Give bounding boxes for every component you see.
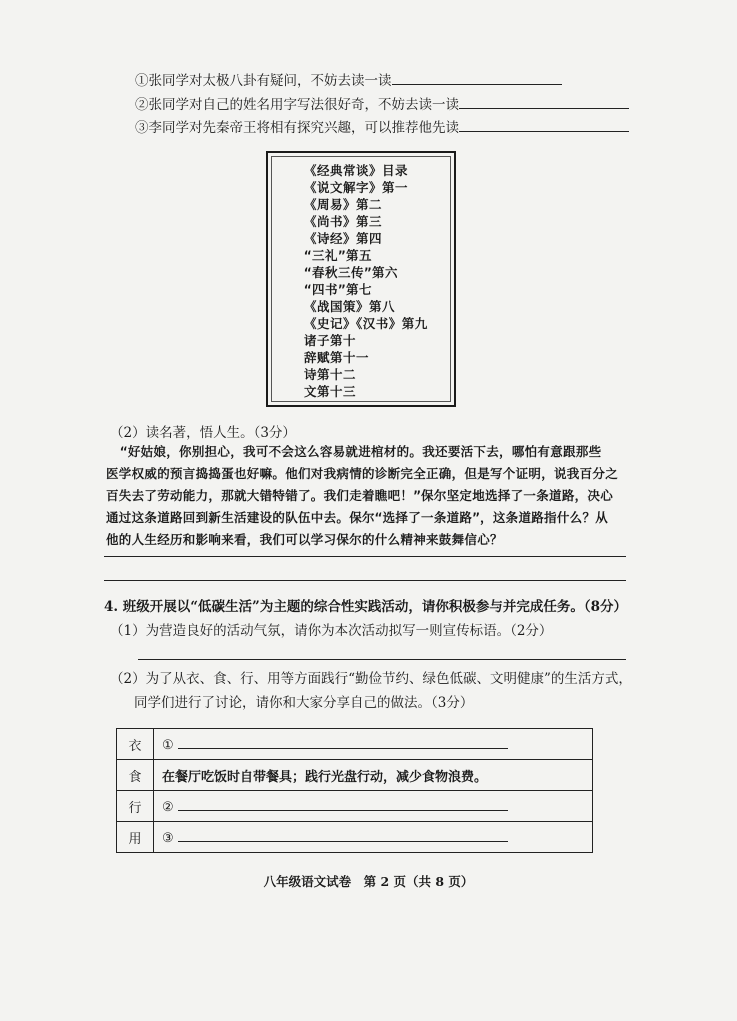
row-mark: ② bbox=[162, 799, 174, 815]
catalog-item: 《战国策》第八 bbox=[304, 299, 396, 314]
page-footer: 八年级语文试卷 第 2 页（共 8 页） bbox=[263, 874, 474, 889]
q4-sub1: （1）为营造良好的活动气氛，请你为本次活动拟写一则宣传标语。（2分） bbox=[110, 623, 553, 639]
practice-table bbox=[116, 728, 593, 853]
catalog-item: 诗第十二 bbox=[304, 367, 357, 382]
catalog-item: 文第十三 bbox=[304, 384, 357, 399]
passage-line: 医学权威的预言捣捣蛋也好嘛。他们对我病情的诊断完全正确，但是写个证明，说我百分之 bbox=[106, 466, 619, 481]
catalog-item: “春秋三传”第六 bbox=[304, 265, 399, 280]
catalog-item: 《诗经》第四 bbox=[304, 231, 383, 246]
answer-blank[interactable] bbox=[392, 72, 562, 85]
answer-blank[interactable] bbox=[459, 96, 629, 109]
q1-item-1-text: ①张同学对太极八卦有疑问，不妨去读一读 bbox=[135, 73, 392, 89]
answer-line[interactable] bbox=[104, 556, 626, 557]
table-row bbox=[117, 791, 593, 822]
answer-blank[interactable] bbox=[178, 829, 508, 842]
catalog-item: 辞赋第十一 bbox=[304, 350, 370, 365]
q4-title: 4. 班级开展以“低碳生活”为主题的综合性实践活动，请你积极参与并完成任务。（8分） bbox=[104, 599, 627, 615]
q1-item-3-text: ③李同学对先秦帝王将相有探究兴趣，可以推荐他先读 bbox=[135, 120, 459, 136]
passage-line: 百失去了劳动能力，那就大错特错了。我们走着瞧吧！”保尔坚定地选择了一条道路，决心 bbox=[106, 488, 614, 503]
answer-line[interactable] bbox=[138, 659, 626, 660]
row-key: 衣 bbox=[117, 729, 154, 760]
catalog-item: 诸子第十 bbox=[304, 333, 357, 348]
catalog-item: 《说文解字》第一 bbox=[304, 180, 409, 195]
q2-title: （2）读名著，悟人生。（3分） bbox=[110, 425, 296, 441]
row-mark: ① bbox=[162, 737, 174, 753]
row-value[interactable] bbox=[154, 729, 593, 760]
row-value: 在餐厅吃饭时自带餐具；践行光盘行动，减少食物浪费。 bbox=[154, 760, 593, 791]
passage-line: “好姑娘，你别担心，我可不会这么容易就进棺材的。我还要活下去，哪怕有意跟那些 bbox=[120, 444, 602, 459]
q1-item-1 bbox=[135, 72, 562, 90]
row-key: 用 bbox=[117, 822, 154, 853]
row-key: 行 bbox=[117, 791, 154, 822]
q1-item-2-text: ②张同学对自己的姓名用字写法很好奇，不妨去读一读 bbox=[135, 97, 459, 113]
table-row bbox=[117, 822, 593, 853]
table-row bbox=[117, 729, 593, 760]
row-value[interactable] bbox=[154, 822, 593, 853]
row-mark: ③ bbox=[162, 830, 174, 846]
catalog-item: 《周易》第二 bbox=[304, 197, 383, 212]
catalog-item: “三礼”第五 bbox=[304, 248, 373, 263]
q2-passage bbox=[106, 441, 631, 551]
q1-item-3 bbox=[135, 119, 629, 137]
q4-sub2-line2: 同学们进行了讨论，请你和大家分享自己的做法。（3分） bbox=[134, 695, 474, 711]
q1-item-2 bbox=[135, 96, 629, 114]
catalog-box bbox=[266, 151, 456, 407]
q4-sub2-line1: （2）为了从衣、食、行、用等方面践行“勤俭节约、绿色低碳、文明健康”的生活方式， bbox=[110, 671, 632, 687]
answer-line[interactable] bbox=[104, 580, 626, 581]
row-value[interactable] bbox=[154, 791, 593, 822]
catalog-item: “四书”第七 bbox=[304, 282, 373, 297]
catalog-item: 《尚书》第三 bbox=[304, 214, 383, 229]
passage-line: 他的人生经历和影响来看，我们可以学习保尔的什么精神来鼓舞信心？ bbox=[106, 532, 503, 547]
catalog-item: 《史记》《汉书》第九 bbox=[304, 316, 428, 331]
passage-line: 通过这条道路回到新生活建设的队伍中去。保尔“选择了一条道路”，这条道路指什么？从 bbox=[106, 510, 609, 525]
answer-blank[interactable] bbox=[178, 736, 508, 749]
catalog-item: 《经典常谈》目录 bbox=[304, 163, 409, 178]
answer-blank[interactable] bbox=[459, 119, 629, 132]
table-row bbox=[117, 760, 593, 791]
answer-blank[interactable] bbox=[178, 798, 508, 811]
row-key: 食 bbox=[117, 760, 154, 791]
